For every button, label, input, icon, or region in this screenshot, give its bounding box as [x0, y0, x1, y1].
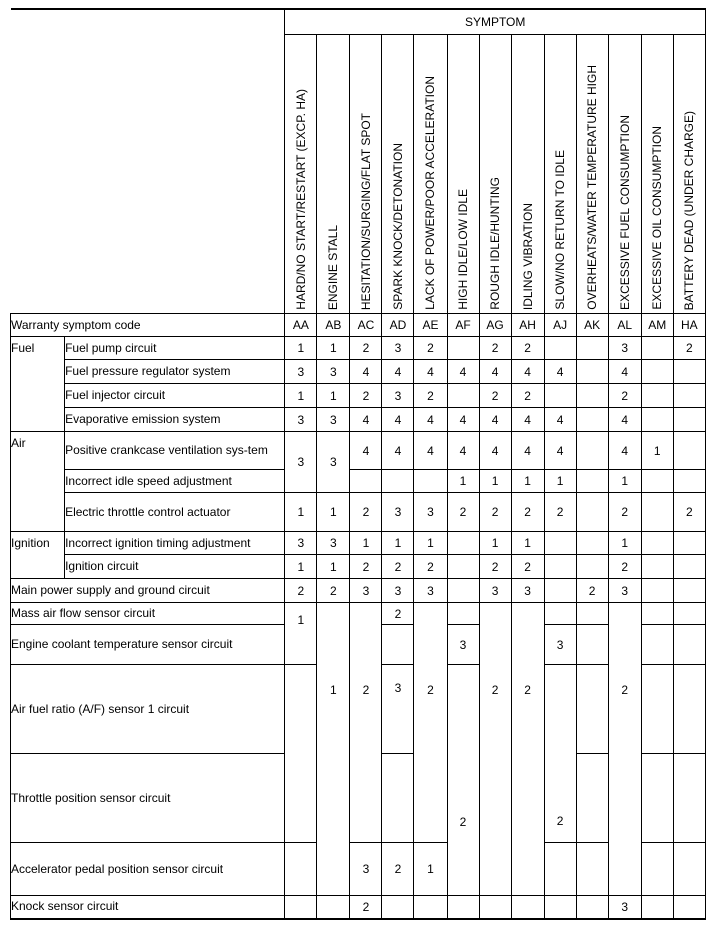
- cell-knock-ah: [511, 896, 544, 919]
- cell-fuel-pump-af: [447, 337, 479, 360]
- cell-evap-aj: 4: [544, 408, 576, 432]
- cell-maf-aj: [544, 603, 576, 625]
- cell-knock-ab: [317, 896, 350, 919]
- symptom-name-ac: HESITATION/SURGING/FLAT SPOT: [350, 35, 382, 314]
- cell-knock-am: [641, 896, 673, 919]
- cell-throttle-actuator-am: [641, 493, 673, 532]
- cell-ign-timing-ac: 1: [350, 532, 382, 555]
- cell-ign-circuit-ag: 2: [479, 555, 511, 579]
- cell-tps-af: 2: [447, 665, 479, 896]
- symptom-name-ae: LACK OF POWER/POOR ACCELERATION: [414, 35, 447, 314]
- cell-ign-timing-ag: 1: [479, 532, 511, 555]
- cell-ign-timing-ah: 1: [511, 532, 544, 555]
- row-throttle-actuator: [11, 493, 706, 532]
- cell-sens-al: 2: [608, 603, 641, 896]
- cell-throttle-actuator-aj: 2: [544, 493, 576, 532]
- cell-af-ad: 3: [382, 665, 414, 754]
- cell-pcv-aa: 3: [285, 432, 317, 493]
- code-aa: AA: [285, 314, 317, 337]
- blank-corner-cell: [11, 9, 285, 314]
- cell-knock-aa: [285, 896, 317, 919]
- cell-fuel-pressure-af: 4: [447, 360, 479, 384]
- cell-pcv-am: 1: [641, 432, 673, 470]
- cell-maf-am: [641, 603, 673, 625]
- cell-apps-aj: [544, 843, 576, 896]
- cell-pcv-aj: 4: [544, 432, 576, 470]
- cell-tps-ak: [576, 754, 608, 843]
- row-fuel-pressure: [11, 360, 706, 384]
- cell-idle-ac: [350, 470, 382, 493]
- cell-main-power-am: [641, 579, 673, 603]
- row-label: Throttle position sensor circuit: [11, 754, 285, 843]
- code-ha: HA: [673, 314, 705, 337]
- row-label: Fuel pump circuit: [65, 337, 285, 360]
- cell-fuel-pump-ha: 2: [673, 337, 705, 360]
- cell-fuel-injector-am: [641, 384, 673, 408]
- cell-evap-ae: 4: [414, 408, 447, 432]
- cell-idle-am: [641, 470, 673, 493]
- cell-pcv-ad: 4: [382, 432, 414, 470]
- row-apps: [11, 843, 706, 896]
- symptom-name-ag: ROUGH IDLE/HUNTING: [479, 35, 511, 314]
- code-ag: AG: [479, 314, 511, 337]
- row-label: Incorrect ignition timing adjustment: [65, 532, 285, 555]
- cell-ign-circuit-ab: 1: [317, 555, 350, 579]
- cell-fuel-pressure-ab: 3: [317, 360, 350, 384]
- cell-fuel-pressure-al: 4: [608, 360, 641, 384]
- cell-ect-af: 3: [447, 625, 479, 665]
- cell-knock-ag: [479, 896, 511, 919]
- cell-evap-ac: 4: [350, 408, 382, 432]
- cell-ign-circuit-ah: 2: [511, 555, 544, 579]
- symptom-name-aa: HARD/NO START/RESTART (EXCP. HA): [285, 35, 317, 314]
- cell-fuel-pump-aj: [544, 337, 576, 360]
- cell-knock-af: [447, 896, 479, 919]
- cell-evap-al: 4: [608, 408, 641, 432]
- cell-ect-ha: [673, 625, 705, 665]
- cell-fuel-injector-ha: [673, 384, 705, 408]
- cell-fuel-injector-ac: 2: [350, 384, 382, 408]
- cell-sens-ah: 2: [511, 603, 544, 896]
- cell-ign-circuit-aa: 1: [285, 555, 317, 579]
- row-label: Positive crankcase ventilation sys-tem: [65, 432, 285, 470]
- cell-ign-timing-ad: 1: [382, 532, 414, 555]
- cell-evap-ah: 4: [511, 408, 544, 432]
- cell-apps-ak: [576, 843, 608, 896]
- cell-fuel-injector-ak: [576, 384, 608, 408]
- cell-ign-circuit-al: 2: [608, 555, 641, 579]
- symptom-matrix-table: [10, 8, 706, 920]
- cell-sens-ab: 1: [317, 603, 350, 896]
- row-pcv: [11, 432, 706, 470]
- symptom-header: SYMPTOM: [285, 9, 706, 35]
- cell-pcv-ha: [673, 432, 705, 470]
- cell-throttle-actuator-ae: 3: [414, 493, 447, 532]
- row-label: Air fuel ratio (A/F) sensor 1 circuit: [11, 665, 285, 754]
- cell-ign-circuit-ae: 2: [414, 555, 447, 579]
- cell-knock-ad: [382, 896, 414, 919]
- symptom-name-aj: SLOW/NO RETURN TO IDLE: [544, 35, 576, 314]
- cell-fuel-pressure-am: [641, 360, 673, 384]
- cell-ign-timing-ak: [576, 532, 608, 555]
- symptom-name-ak: OVERHEATS/WATER TEMPERATURE HIGH: [576, 35, 608, 314]
- cell-apps-ae: 1: [414, 843, 447, 896]
- cell-af-ha: [673, 665, 705, 754]
- cell-evap-ab: 3: [317, 408, 350, 432]
- cell-fuel-pump-ag: 2: [479, 337, 511, 360]
- cell-pcv-ab: 3: [317, 432, 350, 493]
- cell-throttle-actuator-ab: 1: [317, 493, 350, 532]
- cell-pcv-ae: 4: [414, 432, 447, 470]
- cell-fuel-injector-ad: 3: [382, 384, 414, 408]
- cell-main-power-ha: [673, 579, 705, 603]
- cell-fuel-pressure-ah: 4: [511, 360, 544, 384]
- cell-evap-ag: 4: [479, 408, 511, 432]
- cell-evap-af: 4: [447, 408, 479, 432]
- cell-ect-am: [641, 625, 673, 665]
- cell-fuel-injector-ag: 2: [479, 384, 511, 408]
- cell-fuel-pressure-ag: 4: [479, 360, 511, 384]
- cell-knock-ac: 2: [350, 896, 382, 919]
- cell-ign-timing-aj: [544, 532, 576, 555]
- cell-idle-ah: 1: [511, 470, 544, 493]
- cell-ect-ak: [576, 625, 608, 665]
- row-ign-timing: [11, 532, 706, 555]
- cell-ect-ad: [382, 625, 414, 665]
- cell-knock-ak: [576, 896, 608, 919]
- cell-throttle-actuator-ac: 2: [350, 493, 382, 532]
- group-air-label: Air: [11, 432, 65, 532]
- code-ak: AK: [576, 314, 608, 337]
- row-label: Ignition circuit: [65, 555, 285, 579]
- cell-fuel-pump-ad: 3: [382, 337, 414, 360]
- cell-ign-circuit-ak: [576, 555, 608, 579]
- warranty-code-label: Warranty symptom code: [11, 314, 285, 337]
- cell-sens-ag: 2: [479, 603, 511, 896]
- cell-fuel-pump-ak: [576, 337, 608, 360]
- row-main-power: [11, 579, 706, 603]
- cell-main-power-ag: 3: [479, 579, 511, 603]
- cell-fuel-injector-aj: [544, 384, 576, 408]
- cell-ign-timing-ab: 3: [317, 532, 350, 555]
- cell-maf-ect-aa: 1: [285, 603, 317, 665]
- row-label: Knock sensor circuit: [11, 896, 285, 919]
- cell-ign-circuit-ac: 2: [350, 555, 382, 579]
- cell-main-power-ah: 3: [511, 579, 544, 603]
- cell-main-power-al: 3: [608, 579, 641, 603]
- cell-ign-timing-ae: 1: [414, 532, 447, 555]
- cell-fuel-pressure-ad: 4: [382, 360, 414, 384]
- cell-main-power-ac: 3: [350, 579, 382, 603]
- symptom-name-ad: SPARK KNOCK/DETONATION: [382, 35, 414, 314]
- cell-main-power-ae: 3: [414, 579, 447, 603]
- cell-ign-timing-af: [447, 532, 479, 555]
- cell-throttle-actuator-ak: [576, 493, 608, 532]
- cell-throttle-actuator-ag: 2: [479, 493, 511, 532]
- code-ac: AC: [350, 314, 382, 337]
- cell-main-power-ab: 2: [317, 579, 350, 603]
- row-fuel-injector: [11, 384, 706, 408]
- row-label: Accelerator pedal position sensor circuit: [11, 843, 285, 896]
- cell-tps-ad: [382, 754, 414, 843]
- cell-fuel-pump-ac: 2: [350, 337, 382, 360]
- cell-evap-aa: 3: [285, 408, 317, 432]
- cell-knock-aj: [544, 896, 576, 919]
- cell-maf-ak: [576, 603, 608, 625]
- cell-throttle-actuator-ad: 3: [382, 493, 414, 532]
- cell-idle-aj: 1: [544, 470, 576, 493]
- cell-ign-circuit-af: [447, 555, 479, 579]
- cell-idle-ae: [414, 470, 447, 493]
- warranty-code-row: [11, 314, 706, 337]
- cell-fuel-injector-ah: 2: [511, 384, 544, 408]
- cell-apps-aa: [285, 843, 317, 896]
- cell-ect-aj: 3: [544, 625, 576, 665]
- code-aj: AJ: [544, 314, 576, 337]
- row-ign-circuit: [11, 555, 706, 579]
- cell-ign-timing-ha: [673, 532, 705, 555]
- cell-knock-ha: [673, 896, 705, 919]
- cell-fuel-injector-ab: 1: [317, 384, 350, 408]
- cell-ign-circuit-am: [641, 555, 673, 579]
- cell-idle-ak: [576, 470, 608, 493]
- symptom-name-af: HIGH IDLE/LOW IDLE: [447, 35, 479, 314]
- symptom-name-ah: IDLING VIBRATION: [511, 35, 544, 314]
- cell-pcv-ac: 4: [350, 432, 382, 470]
- cell-ign-timing-aa: 3: [285, 532, 317, 555]
- cell-pcv-ak: [576, 432, 608, 470]
- group-ignition-label: Ignition: [11, 532, 65, 579]
- group-fuel-label: Fuel: [11, 337, 65, 432]
- row-fuel-pump: [11, 337, 706, 360]
- cell-main-power-aa: 2: [285, 579, 317, 603]
- cell-fuel-pump-ah: 2: [511, 337, 544, 360]
- cell-throttle-actuator-ah: 2: [511, 493, 544, 532]
- cell-pcv-ah: 4: [511, 432, 544, 470]
- cell-fuel-injector-al: 2: [608, 384, 641, 408]
- cell-throttle-actuator-ha: 2: [673, 493, 705, 532]
- row-label: Evaporative emission system: [65, 408, 285, 432]
- row-maf: [11, 603, 706, 625]
- cell-fuel-pump-aa: 1: [285, 337, 317, 360]
- cell-idle-al: 1: [608, 470, 641, 493]
- code-ah: AH: [511, 314, 544, 337]
- cell-evap-ad: 4: [382, 408, 414, 432]
- row-label: Engine coolant temperature sensor circuit: [11, 625, 285, 665]
- cell-maf-af: [447, 603, 479, 625]
- row-label: Electric throttle control actuator: [65, 493, 285, 532]
- row-label: Mass air flow sensor circuit: [11, 603, 285, 625]
- cell-knock-al: 3: [608, 896, 641, 919]
- cell-idle-ag: 1: [479, 470, 511, 493]
- row-label: Fuel injector circuit: [65, 384, 285, 408]
- cell-af-am: [641, 665, 673, 754]
- row-label: Incorrect idle speed adjustment: [65, 470, 285, 493]
- code-ae: AE: [414, 314, 447, 337]
- cell-idle-ad: [382, 470, 414, 493]
- symptom-name-am: EXCESSIVE OIL CONSUMPTION: [641, 35, 673, 314]
- cell-idle-af: 1: [447, 470, 479, 493]
- cell-fuel-pressure-ae: 4: [414, 360, 447, 384]
- cell-pcv-al: 4: [608, 432, 641, 470]
- cell-fuel-pump-al: 3: [608, 337, 641, 360]
- row-knock: [11, 896, 706, 919]
- cell-ign-timing-al: 1: [608, 532, 641, 555]
- cell-evap-ha: [673, 408, 705, 432]
- cell-fuel-pressure-aa: 3: [285, 360, 317, 384]
- cell-fuel-injector-aa: 1: [285, 384, 317, 408]
- cell-main-power-ak: 2: [576, 579, 608, 603]
- code-af: AF: [447, 314, 479, 337]
- cell-ign-timing-am: [641, 532, 673, 555]
- cell-pcv-ag: 4: [479, 432, 511, 470]
- symptom-name-ab: ENGINE STALL: [317, 35, 350, 314]
- cell-knock-ae: [414, 896, 447, 919]
- cell-tps-aj: 2: [544, 665, 576, 843]
- cell-fuel-injector-ae: 2: [414, 384, 447, 408]
- cell-fuel-pressure-ak: [576, 360, 608, 384]
- cell-ign-circuit-ad: 2: [382, 555, 414, 579]
- cell-idle-ha: [673, 470, 705, 493]
- cell-fuel-pressure-ha: [673, 360, 705, 384]
- cell-sens-ac: 2: [350, 603, 382, 843]
- symptom-name-al: EXCESSIVE FUEL CONSUMPTION: [608, 35, 641, 314]
- cell-evap-ak: [576, 408, 608, 432]
- cell-tps-am: [641, 754, 673, 843]
- cell-tps-ha: [673, 754, 705, 843]
- cell-ign-circuit-aj: [544, 555, 576, 579]
- symptom-name-ha: BATTERY DEAD (UNDER CHARGE): [673, 35, 705, 314]
- cell-fuel-pressure-aj: 4: [544, 360, 576, 384]
- code-ab: AB: [317, 314, 350, 337]
- symptom-title-row: [11, 9, 706, 35]
- cell-throttle-actuator-aa: 1: [285, 493, 317, 532]
- cell-main-power-ad: 3: [382, 579, 414, 603]
- cell-main-power-af: [447, 579, 479, 603]
- cell-ign-circuit-ha: [673, 555, 705, 579]
- cell-apps-ac: 3: [350, 843, 382, 896]
- cell-maf-ha: [673, 603, 705, 625]
- cell-af-tps-aa: [285, 665, 317, 843]
- row-evap: [11, 408, 706, 432]
- cell-fuel-injector-af: [447, 384, 479, 408]
- cell-pcv-af: 4: [447, 432, 479, 470]
- row-label: Fuel pressure regulator system: [65, 360, 285, 384]
- cell-fuel-pump-am: [641, 337, 673, 360]
- cell-sens-ae: 2: [414, 603, 447, 843]
- cell-throttle-actuator-al: 2: [608, 493, 641, 532]
- cell-evap-am: [641, 408, 673, 432]
- cell-apps-ha: [673, 843, 705, 896]
- cell-apps-ad: 2: [382, 843, 414, 896]
- code-ad: AD: [382, 314, 414, 337]
- cell-maf-ad: 2: [382, 603, 414, 625]
- cell-fuel-pressure-ac: 4: [350, 360, 382, 384]
- cell-af-ak: [576, 665, 608, 754]
- cell-main-power-aj: [544, 579, 576, 603]
- code-am: AM: [641, 314, 673, 337]
- code-al: AL: [608, 314, 641, 337]
- row-idle-speed: [11, 470, 706, 493]
- cell-fuel-pump-ae: 2: [414, 337, 447, 360]
- cell-fuel-pump-ab: 1: [317, 337, 350, 360]
- row-label: Main power supply and ground circuit: [11, 579, 285, 603]
- cell-apps-am: [641, 843, 673, 896]
- diagnosis-table-container: [10, 8, 706, 920]
- cell-throttle-actuator-af: 2: [447, 493, 479, 532]
